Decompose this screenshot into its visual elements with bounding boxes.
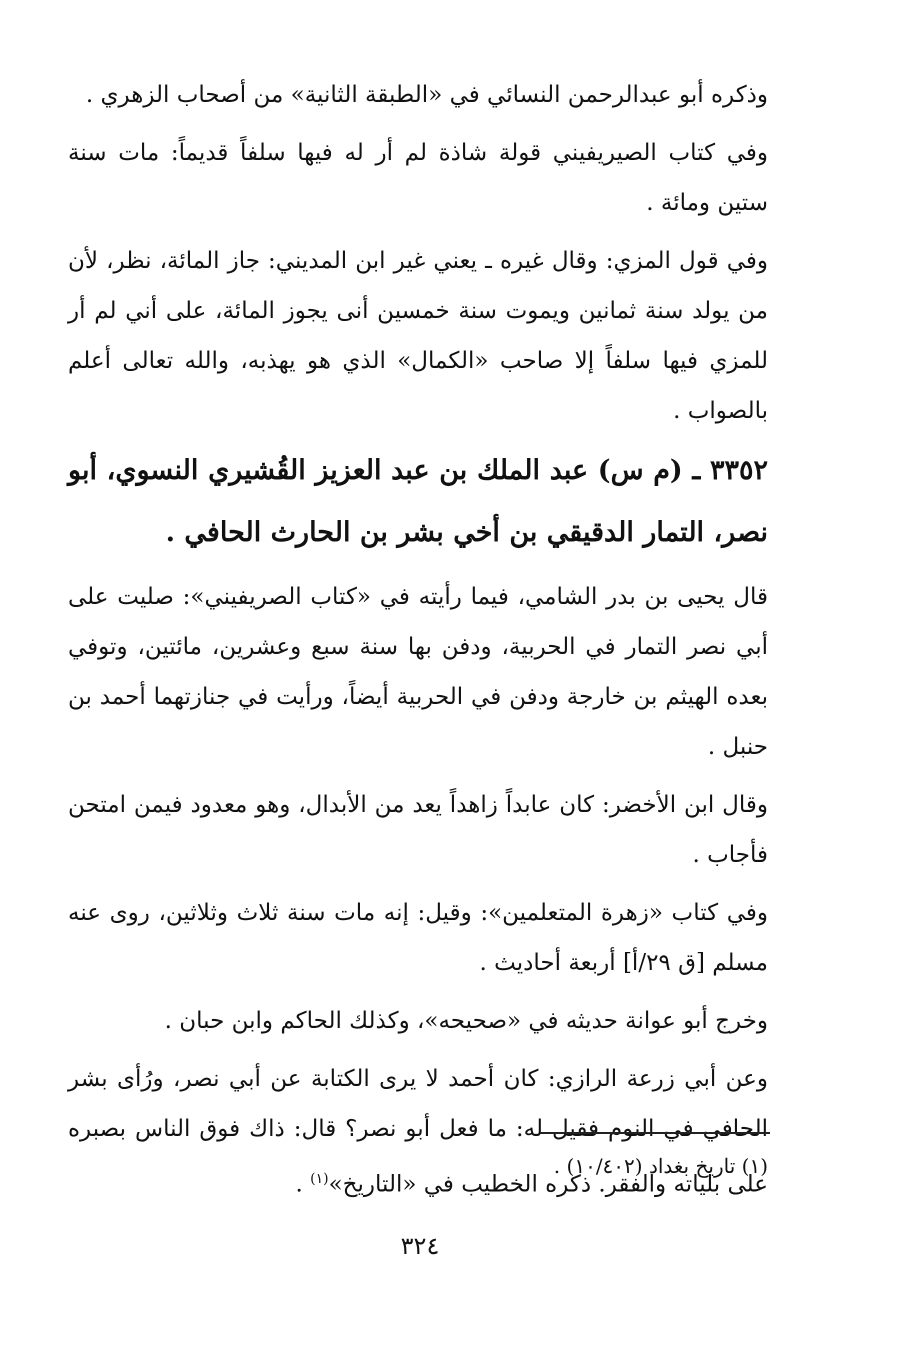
page-body [68,70,768,1210]
page-number: ٣٢٤ [400,1232,440,1260]
paragraph-abu-awana: وخرج أبو عوانة حديثه في «صحيحه»، وكذلك الحاكم وابن حبان . [164,1008,768,1034]
paragraph-yahya: قال يحيى بن بدر الشامي، فيما رأيته في «كتاب الصريفيني»: صليت على أبي نصر التمار في الحربية، ودفن بها سنة سبع وعشرين، مائتين، وتوفي بعده الهيثم بن خارجة ودفن في الحربية أيضاً، ورأيت في جنازتهما أحمد بن حنبل . [68,584,768,760]
entry-heading [68,440,768,564]
paragraph-abu-zura-text: وعن أبي زرعة الرازي: كان أحمد لا يرى الكتابة عن أبي نصر، ورُأى بشر الحافي في النوم فقيل له: ما فعل أبو نصر؟ قال: ذاك فوق الناس بصبره على بلياته والفقر. ذكره الخطيب في «التاريخ» [68,1066,768,1198]
paragraph-mizzi: وفي قول المزي: وقال غيره ـ يعني غير ابن المديني: جاز المائة، نظر، لأن من يولد سنة ثمانين ويموت سنة خمسين أنى يجوز المائة، على أني لم أر للمزي فيها سلفاً إلا صاحب «الكمال» الذي هو يهذبه، والله تعالى أعلم بالصواب . [68,248,768,424]
footnote-reference[interactable]: (١) [310,1171,329,1187]
footnote: (١) تاريخ بغداد (١٠/٤٠٢) . [553,1154,768,1178]
paragraph-sairafini: وفي كتاب الصيريفيني قولة شاذة لم أر له فيها سلفاً قديماً: مات سنة ستين ومائة . [68,140,768,216]
paragraph-abu-zura-end: . [295,1171,311,1198]
paragraph-nasai: وذكره أبو عبدالرحمن النسائي في «الطبقة الثانية» من أصحاب الزهري . [85,82,768,108]
entry-title: (م س) عبد الملك بن عبد العزيز القُشيري النسوي، أبو نصر، التمار الدقيقي بن أخي بشر بن الحارث الحافي . [68,455,768,548]
entry-number: ٣٣٥٢ ـ [692,455,768,486]
footnote-divider [540,1132,770,1134]
paragraph-zahrat: وفي كتاب «زهرة المتعلمين»: وقيل: إنه مات سنة ثلاث وثلاثين، روى عنه مسلم [ق ٢٩/أ] أربعة أحاديث . [68,900,768,976]
paragraph-ibn-akhdar: وقال ابن الأخضر: كان عابداً زاهداً يعد من الأبدال، وهو معدود فيمن امتحن فأجاب . [68,792,768,868]
